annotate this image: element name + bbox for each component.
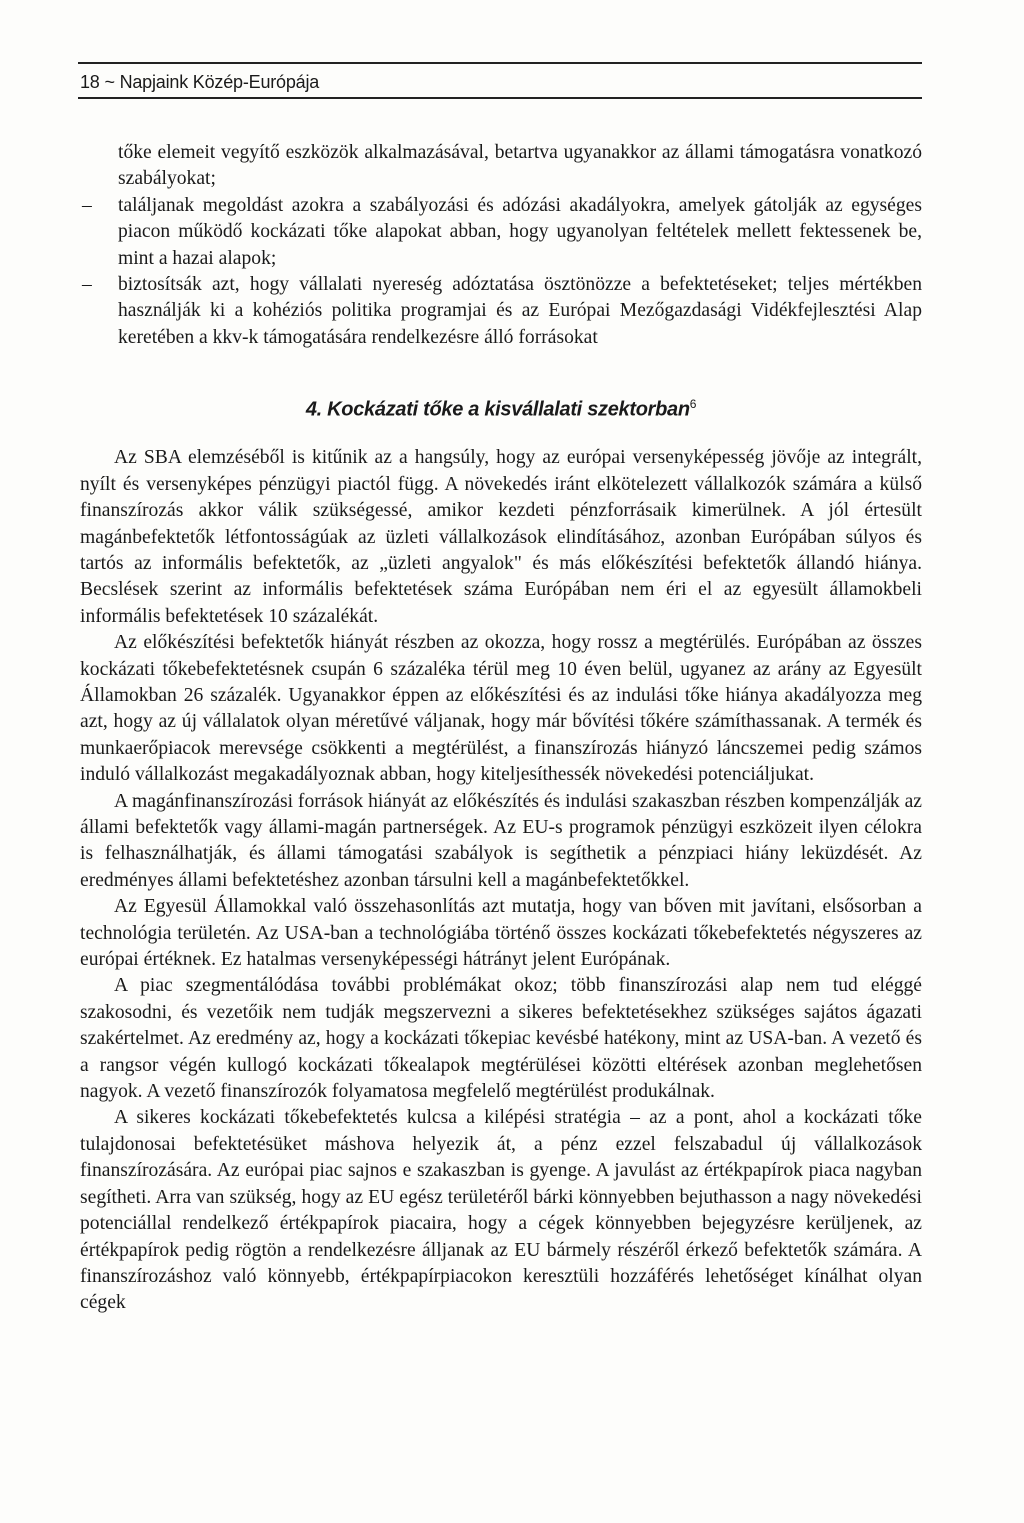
paragraph: Az előkészítési befektetők hiányát részben az okozza, hogy rossz a megtérülés. Európában az összes kockázati tőkebefektetésnek csupán 6 százaléka térül meg 10 éven belül, ugyanez az arány az Egyesült Államokban 26 százalék. Ugyanakkor éppen az előkészítési és az indulási tőke hiánya akadályozza meg azt, hogy az új vállalatok olyan méretűvé váljanak, hogy már bővítési tőkére számíthassanak. A termék és munkaerőpiacok merevsége csökkenti a megtérülést, a finanszírozás hiányzó láncszemei pedig számos induló vállalkozást megakadályoznak abban, hogy kiteljesíthessék növekedési potenciáljukat.	[80, 632, 922, 786]
paragraph: Az SBA elemzéséből is kitűnik az a hangsúly, hogy az európai versenyképesség jövője az integrált, nyílt és versenyképes pénzügyi piactól függ. A növekedés iránt elkötelezett vállalkozók számára a külső finanszírozás akkor válik szükségessé, amikor kezdeti pénzforrásaik kimerülnek. A jól értesült magánbefektetők létfontosságúak az üzleti vállalkozások elindításához, azonban Európában súlyos és tartós az informális befektetők, az „üzleti angyalok" és más előkészítési befektetők állandó hiánya. Becslések szerint az informális befektetések száma Európában nem éri el az egyesült államokbeli informális befektetések 10 százalékát.	[80, 447, 922, 627]
header-rule-bottom	[78, 97, 922, 99]
section-title-text: 4. Kockázati tőke a kisvállalati szektorban	[305, 398, 690, 421]
running-header	[78, 62, 922, 99]
bullet-text: biztosítsák azt, hogy vállalati nyereség adóztatása ösztönözze a befektetéseket; teljes mértékben használják ki a kohéziós politika programjai és az Európai Mezőgazdasági Vidékfejlesztési Alap keretében a kkv-k támogatására rendelkezésre álló forrásokat	[118, 274, 922, 348]
header-separator: ~	[104, 72, 115, 92]
paragraph: A piac szegmentálódása további problémákat okoz; több finanszírozási alap nem tud eléggé szakosodni, és vezetőik nem tudják megszervezni a sikeres befektetésekhez szükséges sajátos ágazati szakértelmet. Az eredmény az, hogy a kockázati tőkepiac kevésbé hatékony, mint az USA-ban. A vezető és a rangsor végén kullogó kockázati tőkealapok megtérülései közötti eltérések azonban meglehetősen nagyok. A vezető finanszírozók folyamatosa megfelelő megtérülést produkálnak.	[80, 975, 922, 1103]
paragraph: Az Egyesül Államokkal való összehasonlítás azt mutatja, hogy van bőven mit javítani, elsősorban a technológia területén. Az USA-ban a technológiába történő összes kockázati tőkebefektetés négyszeres az európai értéknek. Ez hatalmas versenyképességi hátrányt jelent Európának.	[80, 896, 922, 971]
bullet-item	[80, 272, 922, 351]
header-title-row	[78, 64, 922, 97]
bullet-list	[80, 193, 922, 351]
section-heading	[80, 391, 922, 423]
bullet-dash: –	[82, 274, 92, 296]
intro-continuation: tőke elemeit vegyítő eszközök alkalmazásával, betartva ugyanakkor az állami támogatásra vonatkozó szabályokat;	[118, 142, 922, 190]
footnote-mark: 6	[689, 397, 697, 412]
running-title: Napjaink Közép-Európája	[119, 72, 320, 92]
page-number: 18	[80, 72, 100, 92]
paragraph: A magánfinanszírozási források hiányát az előkészítés és indulási szakaszban részben kompenzálják az állami befektetők vagy állami-magán partnerségek. Az EU-s programok pénzügyi eszközeit ilyen célokra is felhasználhatják, és állami támogatási szabályok is segíthetik a pénzpiaci hiány leküzdését. Az eredményes állami befektetéshez azonban társulni kell a magánbefektetőkkel.	[80, 790, 922, 891]
bullet-dash: –	[82, 194, 92, 216]
page-body	[80, 140, 922, 1317]
bullet-text: találjanak megoldást azokra a szabályozási és adózási akadályokra, amelyek gátolják az egységes piacon működő kockázati tőke alapokat abban, hogy ugyanolyan feltételek mellett fektessenek be, mint a hazai alapok;	[118, 194, 922, 269]
bullet-item	[80, 193, 922, 272]
paragraph: A sikeres kockázati tőkebefektetés kulcsa a kilépési stratégia – az a pont, ahol a kockázati tőke tulajdonosai befektetésüket máshova helyezik át, a pénz ezzel felszabadul új vállalkozások finanszírozására. Az európai piac sajnos e szakaszban is gyenge. A javulást az értékpapírok piaca nagyban segítheti. Arra van szükség, hogy az EU egész területéről bárki könnyebben bejuthasson a nagy növekedési potenciállal rendelkező értékpapírok piacaira, hogy a cégek könnyebben bejegyzésre kerüljenek, az értékpapírok pedig rögtön a rendelkezésre álljanak az EU bármely részéről érkező befektetők számára. A finanszírozáshoz való könnyebb, értékpapírpiacokon keresztüli hozzáférés lehetőséget kínálhat olyan cégek	[80, 1107, 922, 1314]
